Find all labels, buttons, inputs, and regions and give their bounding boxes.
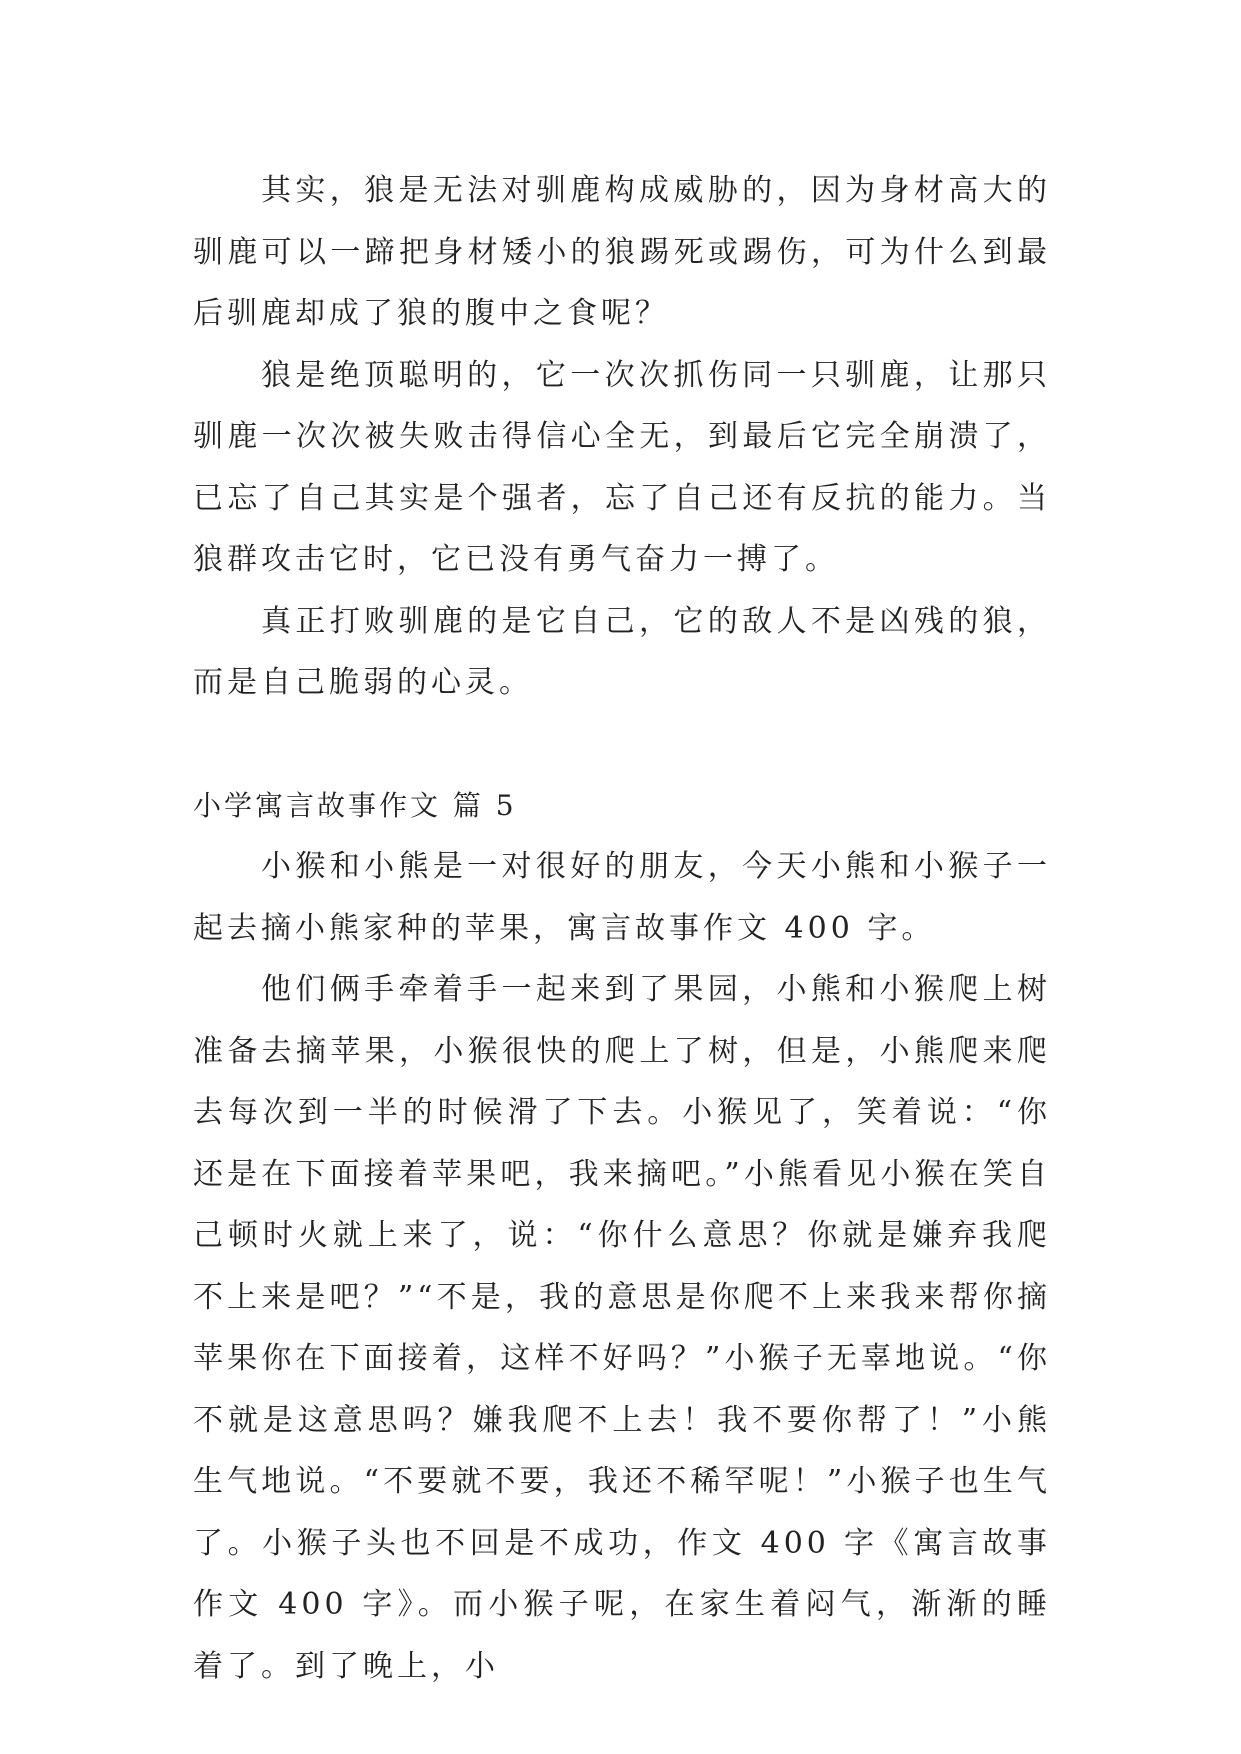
section-title: 小学寓言故事作文 篇 5	[193, 788, 517, 822]
paragraph-monkey-bear-story: 他们俩手牵着手一起来到了果园，小熊和小猴爬上树准备去摘苹果，小猴很快的爬上了树，但是，小熊爬来爬去每次到一半的时候滑了下去。小猴见了，笑着说：“你还是在下面接着苹果吧，我来摘吧。”小熊看见小猴在笑自己顿时火就上来了，说：“你什么意思？你就是嫌弃我爬不上来是吧？”“不是，我的意思是你爬不上来我来帮你摘苹果你在下面接着，这样不好吗？”小猴子无辜地说。“你不就是这意思吗？嫌我爬不上去！我不要你帮了！”小熊生气地说。“不要就不要，我还不稀罕呢！”小猴子也生气了。小猴子头也不回是不成功，作文 400 字《寓言故事作文 400 字》。而小猴子呢，在家生着闷气，渐渐的睡着了。到了晚上，小	[193, 972, 1051, 1684]
paragraph-wolf-clever: 狼是绝顶聪明的，它一次次抓伤同一只驯鹿，让那只驯鹿一次次被失败击得信心全无，到最后它完全崩溃了，已忘了自己其实是个强者，忘了自己还有反抗的能力。当狼群攻击它时，它已没有勇气奋力一搏了。	[193, 357, 1051, 577]
document-body	[193, 160, 1051, 1697]
paragraph-wolf-threat: 其实，狼是无法对驯鹿构成威胁的，因为身材高大的驯鹿可以一蹄把身材矮小的狼踢死或踢伤，可为什么到最后驯鹿却成了狼的腹中之食呢？	[193, 173, 1051, 331]
paragraph-conclusion: 真正打败驯鹿的是它自己，它的敌人不是凶残的狼，而是自己脆弱的心灵。	[193, 603, 1051, 700]
paragraph-monkey-bear-intro: 小猴和小熊是一对很好的朋友，今天小熊和小猴子一起去摘小熊家种的苹果，寓言故事作文 400 字。	[193, 849, 1051, 946]
